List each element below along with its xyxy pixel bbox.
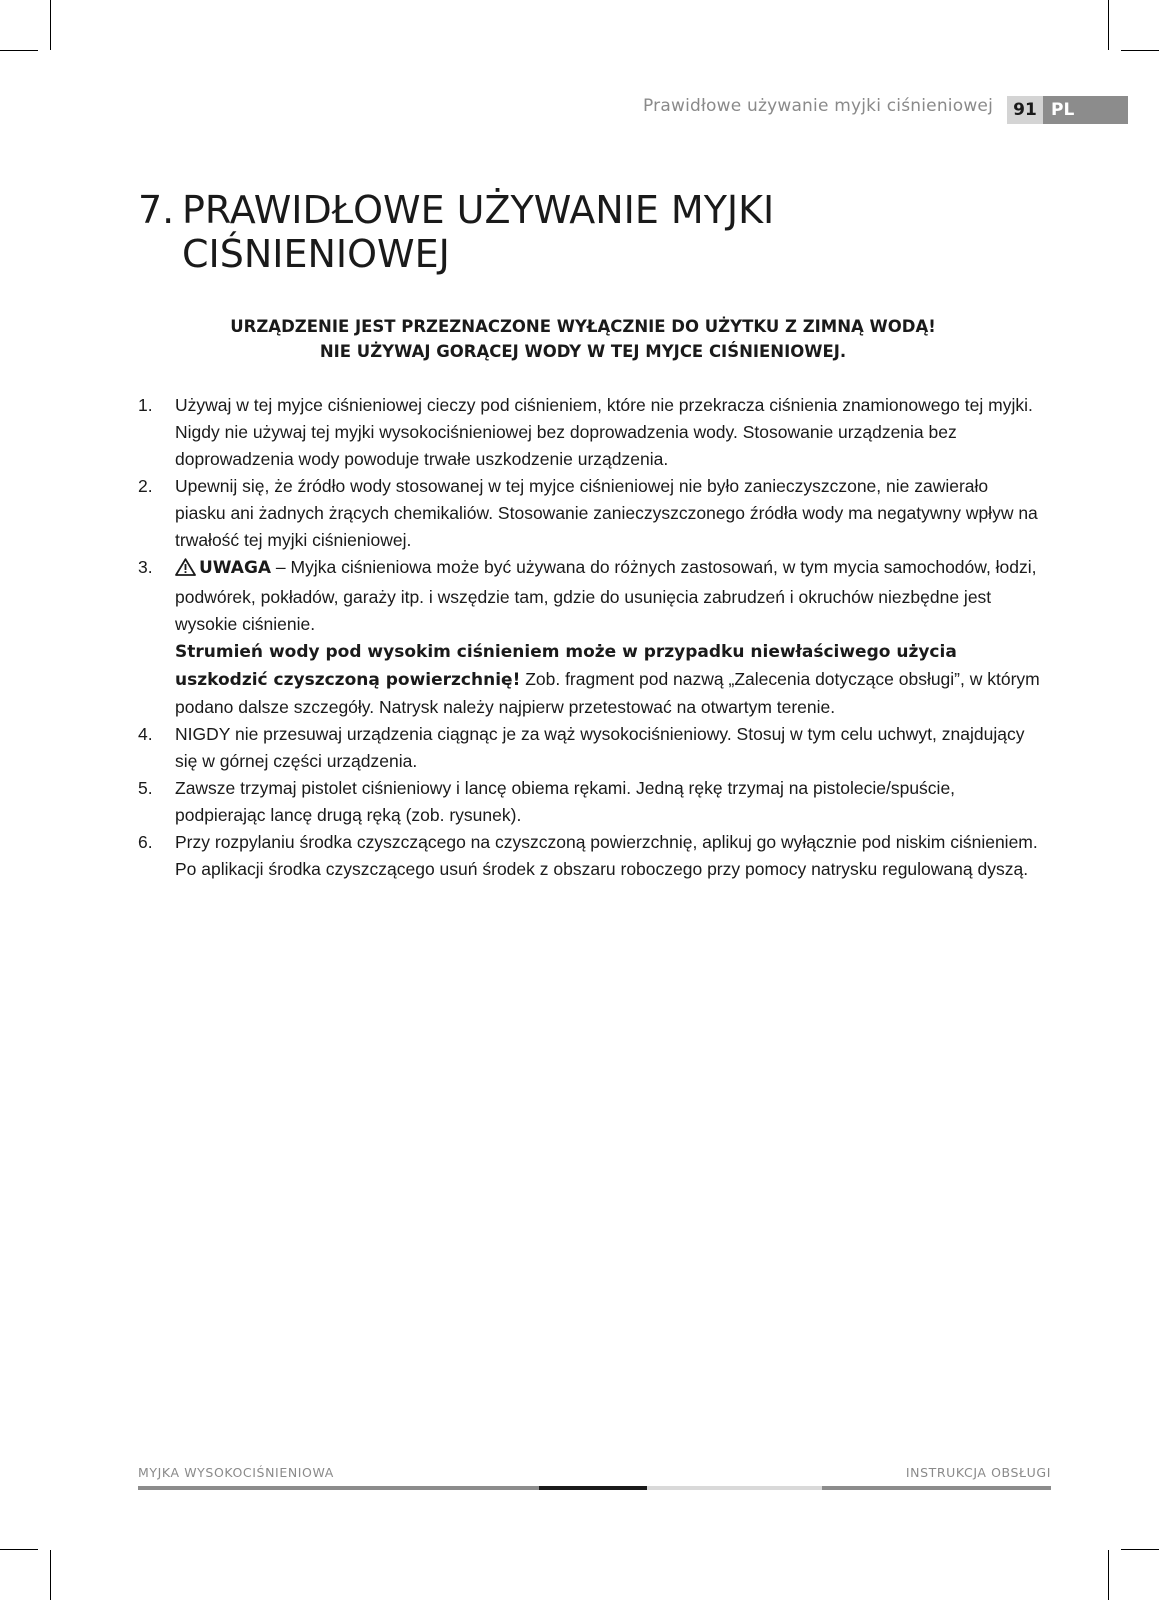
list-item-number: 5. — [138, 778, 153, 798]
list-item-text: Używaj w tej myjce ciśnieniowej cieczy pod ciśnieniem, które nie przekracza ciśnienia znamionowego tej myjki. Nigdy nie używaj tej myjki wysokociśnieniowej bez doprowadzenia wody. Stosowanie urządzenia bez doprowadzenia wody powoduje trwałe uszkodzenie urządzenia. — [175, 395, 1033, 469]
list-item-number: 3. — [138, 557, 153, 577]
list-item-text: NIGDY nie przesuwaj urządzenia ciągnąc je za wąż wysokociśnieniowy. Stosuj w tym celu uchwyt, znajdujący się w górnej części urządzenia. — [175, 724, 1025, 771]
page-number: 91 — [1007, 96, 1043, 124]
footer-rule-segment — [647, 1486, 822, 1490]
footer-rule — [138, 1486, 1051, 1490]
list-item — [138, 392, 1043, 473]
footer-rule-segment — [822, 1486, 1051, 1490]
footer-rule-segment — [539, 1486, 647, 1490]
footer-product-name: MYJKA WYSOKOCIŚNIENIOWA — [138, 1465, 334, 1480]
running-header: Prawidłowe używanie myjki ciśnieniowej — [643, 96, 993, 116]
warning-label: UWAGA — [199, 558, 272, 578]
list-item-number: 1. — [138, 395, 153, 415]
section-title — [138, 188, 1038, 276]
footer-manual-name: INSTRUKCJA OBSŁUGI — [905, 1465, 1051, 1480]
cold-water-warning — [138, 314, 1028, 364]
list-item-text-after: Zob. fragment pod nazwą „Zalecenia dotyczące obsługi”, w którym podano dalsze szczegóły. Natrysk należy najpierw przetestować na otwartym terenie. — [175, 669, 1040, 717]
list-item-text: Przy rozpylaniu środka czyszczącego na czyszczoną powierzchnię, aplikuj go wyłącznie pod niskim ciśnieniem. Po aplikacji środka czyszczącego usuń środek z obszaru roboczego przy pomocy natrysku regulowaną dyszą. — [175, 832, 1038, 879]
list-item-number: 2. — [138, 476, 153, 496]
crop-mark — [1108, 0, 1109, 50]
list-item-text: – Myjka ciśnieniowa może być używana do różnych zastosowań, w tym mycia samochodów, łodzi, podwórek, pokładów, garaży itp. i wszędzie tam, gdzie do usunięcia zabrudzeń i okruchów niezbędne jest wysokie ciśnienie. — [175, 557, 1037, 634]
section-number: 7. — [138, 188, 175, 232]
crop-mark — [1121, 50, 1159, 51]
language-code: PL — [1043, 96, 1128, 124]
list-item-text: Zawsze trzymaj pistolet ciśnieniowy i lancę obiema rękami. Jedną rękę trzymaj na pistolecie/spuście, podpierając lancę drugą ręką (zob. rysunek). — [175, 778, 956, 825]
footer-rule-segment — [138, 1486, 539, 1490]
list-item — [138, 829, 1043, 883]
crop-mark — [1108, 1550, 1109, 1600]
crop-mark — [1121, 1549, 1159, 1550]
section-title-line1: PRAWIDŁOWE UŻYWANIE MYJKI — [182, 188, 775, 232]
warning-line-2: NIE UŻYWAJ GORĄCEJ WODY W TEJ MYJCE CIŚNIENIOWEJ. — [319, 342, 847, 361]
list-item — [138, 473, 1043, 554]
list-item — [138, 775, 1043, 829]
warning-triangle-icon — [175, 557, 196, 584]
list-item-number: 6. — [138, 832, 153, 852]
warning-line-1: URZĄDZENIE JEST PRZEZNACZONE WYŁĄCZNIE DO UŻYTKU Z ZIMNĄ WODĄ! — [230, 317, 936, 336]
crop-mark — [0, 1549, 38, 1550]
section-title-line2: CIŚNIENIOWEJ — [182, 232, 450, 276]
list-item-text: Upewnij się, że źródło wody stosowanej w tej myjce ciśnieniowej nie było zanieczyszczone, nie zawierało piasku ani żadnych żrących chemikaliów. Stosowanie zanieczyszczonego źródła wody ma negatywny wpływ na trwałość tej myjki ciśnieniowej. — [175, 476, 1038, 550]
instruction-list — [138, 392, 1043, 883]
list-item — [138, 721, 1043, 775]
crop-mark — [50, 0, 51, 50]
list-item-bold-text: Strumień wody pod wysokim ciśnieniem może w przypadku niewłaściwego użycia uszkodzić czyszczoną powierzchnię! — [175, 642, 957, 690]
crop-mark — [50, 1550, 51, 1600]
crop-mark — [0, 50, 38, 51]
list-item-number: 4. — [138, 724, 153, 744]
page-badge — [1007, 96, 1128, 124]
list-item — [138, 554, 1043, 721]
